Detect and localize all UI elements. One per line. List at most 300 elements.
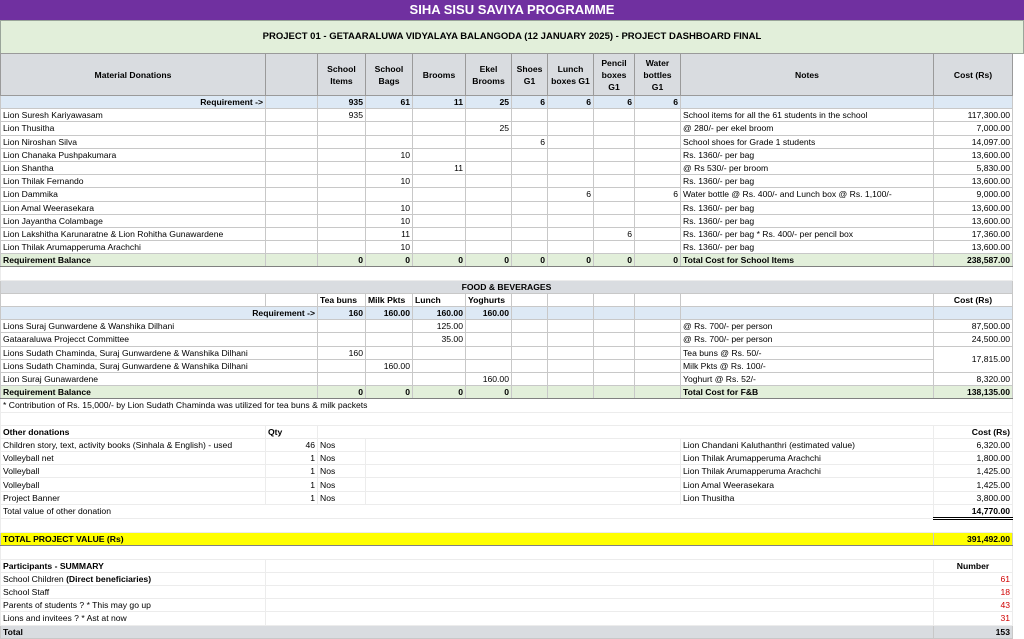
- cost: 117,300.00: [934, 109, 1013, 122]
- project-total-row: [1, 533, 1013, 546]
- section-title: FOOD & BEVERAGES: [1, 280, 1013, 293]
- quantity: [366, 320, 413, 333]
- cell: [635, 333, 681, 346]
- quantity: [466, 320, 512, 333]
- project-total-value: 391,492.00: [934, 533, 1013, 546]
- spacer-row: [1, 546, 1013, 559]
- quantity: 160: [318, 346, 366, 359]
- cost: 13,600.00: [934, 175, 1013, 188]
- food-row: [1, 372, 1013, 385]
- quantity: [318, 122, 366, 135]
- cell: [548, 386, 594, 399]
- column-header: Number: [934, 559, 1013, 572]
- quantity: [413, 372, 466, 385]
- quantity: [512, 188, 548, 201]
- total-label: Total: [1, 625, 934, 638]
- note: School shoes for Grade 1 students: [681, 135, 934, 148]
- cell: [266, 559, 934, 572]
- quantity: [413, 201, 466, 214]
- cost: 8,320.00: [934, 372, 1013, 385]
- balance-label: Requirement Balance: [1, 386, 318, 399]
- cell: [366, 491, 681, 504]
- quantity: [413, 175, 466, 188]
- requirement-value: 160.00: [366, 307, 413, 320]
- spacer: [1, 519, 1013, 533]
- quantity: [512, 241, 548, 254]
- quantity: [366, 333, 413, 346]
- quantity: [318, 201, 366, 214]
- participant-label: School Staff: [1, 585, 266, 598]
- quantity: [594, 109, 635, 122]
- quantity: [413, 359, 466, 372]
- quantity: [466, 201, 512, 214]
- quantity: [594, 148, 635, 161]
- column-header: [266, 54, 318, 96]
- cell: [548, 293, 594, 306]
- quantity: [594, 175, 635, 188]
- donation-row: [1, 201, 1013, 214]
- column-header: Water bottles G1: [635, 54, 681, 96]
- column-header: Lunch: [413, 293, 466, 306]
- quantity: [366, 122, 413, 135]
- quantity: [512, 161, 548, 174]
- cell: [548, 307, 594, 320]
- donor-name: Lion Dammika: [1, 188, 266, 201]
- cell: [512, 359, 548, 372]
- donation-row: [1, 161, 1013, 174]
- cell: [266, 585, 934, 598]
- quantity: [318, 161, 366, 174]
- item-name: Volleyball net: [1, 452, 266, 465]
- unit: Nos: [318, 491, 366, 504]
- quantity: [318, 359, 366, 372]
- requirement-value: 160.00: [466, 307, 512, 320]
- cell: [681, 307, 934, 320]
- other-row: [1, 438, 1013, 451]
- note: @ Rs 530/- per broom: [681, 161, 934, 174]
- column-header: Yoghurts: [466, 293, 512, 306]
- item-name: Project Banner: [1, 491, 266, 504]
- quantity: [366, 109, 413, 122]
- donor-name: Lion Chanaka Pushpakumara: [1, 148, 266, 161]
- footnote-row: [1, 399, 1013, 412]
- quantity: 935: [318, 109, 366, 122]
- quantity: [594, 161, 635, 174]
- quantity: [318, 214, 366, 227]
- cost: 9,000.00: [934, 188, 1013, 201]
- balance-label: Requirement Balance: [1, 254, 266, 267]
- quantity: [318, 188, 366, 201]
- spacer: [1, 267, 1013, 280]
- quantity: 1: [266, 465, 318, 478]
- quantity: [466, 135, 512, 148]
- quantity: [466, 161, 512, 174]
- cell: [512, 293, 548, 306]
- other-row: [1, 478, 1013, 491]
- quantity: [318, 241, 366, 254]
- quantity: [466, 227, 512, 240]
- quantity: [512, 227, 548, 240]
- cell: [548, 320, 594, 333]
- quantity: [318, 175, 366, 188]
- quantity: [548, 135, 594, 148]
- quantity: [466, 359, 512, 372]
- requirement-value: 61: [366, 96, 413, 109]
- dashboard-sheet: [0, 53, 1013, 639]
- requirement-value: [266, 96, 318, 109]
- quantity: 35.00: [413, 333, 466, 346]
- quantity: 1: [266, 452, 318, 465]
- donor-name: Lion Thilak Arumapperuma Arachchi: [681, 465, 934, 478]
- quantity: [635, 109, 681, 122]
- column-header: [266, 293, 318, 306]
- quantity: [266, 122, 318, 135]
- food-row: [1, 320, 1013, 333]
- cell: [548, 359, 594, 372]
- other-row: [1, 465, 1013, 478]
- quantity: [318, 372, 366, 385]
- note: Rs. 1360/- per bag: [681, 214, 934, 227]
- cell: [366, 478, 681, 491]
- cell: [594, 320, 635, 333]
- total-label: Total value of other donation: [1, 504, 934, 518]
- quantity: [466, 188, 512, 201]
- quantity: [635, 135, 681, 148]
- requirement-value: 935: [318, 96, 366, 109]
- quantity: 1: [266, 478, 318, 491]
- other-total-row: [1, 504, 1013, 518]
- quantity: 10: [366, 214, 413, 227]
- requirement-value: 25: [466, 96, 512, 109]
- cell: [266, 572, 934, 585]
- donation-row: [1, 122, 1013, 135]
- food-header-row: [1, 293, 1013, 306]
- participant-count: 43: [934, 599, 1013, 612]
- cost: 1,800.00: [934, 452, 1013, 465]
- participant-label: Lions and invitees ? * Ast at now: [1, 612, 266, 625]
- quantity: [413, 241, 466, 254]
- quantity: [318, 148, 366, 161]
- requirement-value: 160.00: [413, 307, 466, 320]
- participants-header-row: [1, 559, 1013, 572]
- balance-value: 138,135.00: [934, 386, 1013, 399]
- cell: [635, 372, 681, 385]
- note: School items for all the 61 students in the school: [681, 109, 934, 122]
- material-header-row: [1, 54, 1013, 96]
- quantity: 6: [512, 135, 548, 148]
- column-header: Qty: [266, 425, 318, 438]
- requirement-label: Requirement ->: [1, 96, 266, 109]
- cell: [266, 599, 934, 612]
- balance-value: 0: [548, 254, 594, 267]
- participant-label: Parents of students ? * This may go up: [1, 599, 266, 612]
- cost: 14,097.00: [934, 135, 1013, 148]
- balance-label: Total Cost for F&B: [681, 386, 934, 399]
- item-name: Volleyball: [1, 478, 266, 491]
- balance-value: 0: [594, 254, 635, 267]
- cell: [512, 372, 548, 385]
- quantity: [466, 109, 512, 122]
- quantity: [466, 241, 512, 254]
- participants-total-row: [1, 625, 1013, 638]
- quantity: [594, 241, 635, 254]
- donation-row: [1, 241, 1013, 254]
- unit: Nos: [318, 478, 366, 491]
- donor-name: Lion Thusitha: [681, 491, 934, 504]
- quantity: [266, 135, 318, 148]
- cell: [594, 333, 635, 346]
- quantity: 6: [594, 227, 635, 240]
- column-header: Material Donations: [1, 54, 266, 96]
- donation-row: [1, 135, 1013, 148]
- donation-row: [1, 214, 1013, 227]
- quantity: [413, 227, 466, 240]
- cell: [512, 333, 548, 346]
- quantity: 6: [548, 188, 594, 201]
- food-row: [1, 333, 1013, 346]
- donation-row: [1, 188, 1013, 201]
- donor-name: Lion Thusitha: [1, 122, 266, 135]
- quantity: [266, 241, 318, 254]
- balance-value: 0: [466, 386, 512, 399]
- quantity: [266, 214, 318, 227]
- requirement-value: [681, 96, 934, 109]
- donor-name: Lion Amal Weerasekara: [1, 201, 266, 214]
- quantity: [266, 161, 318, 174]
- note: @ Rs. 700/- per person: [681, 333, 934, 346]
- material-requirement-row: [1, 96, 1013, 109]
- quantity: [466, 333, 512, 346]
- quantity: [366, 188, 413, 201]
- column-header: Ekel Brooms: [466, 54, 512, 96]
- quantity: 11: [413, 161, 466, 174]
- quantity: [266, 148, 318, 161]
- note: Rs. 1360/- per bag: [681, 241, 934, 254]
- cell: [594, 386, 635, 399]
- note: Rs. 1360/- per bag * Rs. 400/- per pencil box: [681, 227, 934, 240]
- donor-name: Lion Thilak Fernando: [1, 175, 266, 188]
- note: Milk Pkts @ Rs. 100/-: [681, 359, 934, 372]
- quantity: [413, 109, 466, 122]
- quantity: [635, 161, 681, 174]
- donor-name: Lion Thilak Arumapperuma Arachchi: [1, 241, 266, 254]
- cell: [594, 293, 635, 306]
- cell: [512, 307, 548, 320]
- balance-value: 0: [413, 254, 466, 267]
- column-header: Brooms: [413, 54, 466, 96]
- section-title: Participants - SUMMARY: [1, 559, 266, 572]
- quantity: [266, 227, 318, 240]
- cost: 24,500.00: [934, 333, 1013, 346]
- quantity: [413, 122, 466, 135]
- requirement-value: 160: [318, 307, 366, 320]
- donor-name: Lion Jayantha Colambage: [1, 214, 266, 227]
- participant-count: 18: [934, 585, 1013, 598]
- section-title: Other donations: [1, 425, 266, 438]
- cost: 17,815.00: [934, 346, 1013, 372]
- project-total-label: TOTAL PROJECT VALUE (Rs): [1, 533, 934, 546]
- quantity: [594, 201, 635, 214]
- food-balance-row: [1, 386, 1013, 399]
- quantity: [548, 148, 594, 161]
- balance-value: 0: [466, 254, 512, 267]
- balance-value: 238,587.00: [934, 254, 1013, 267]
- balance-value: 0: [318, 254, 366, 267]
- quantity: [594, 188, 635, 201]
- cell: [635, 346, 681, 359]
- cell: [366, 452, 681, 465]
- cost: 3,800.00: [934, 491, 1013, 504]
- requirement-value: 6: [635, 96, 681, 109]
- quantity: [318, 333, 366, 346]
- quantity: [366, 135, 413, 148]
- participant-count: 61: [934, 572, 1013, 585]
- cell: [366, 438, 681, 451]
- unit: Nos: [318, 452, 366, 465]
- sheet-subtitle: PROJECT 01 - GETAARALUWA VIDYALAYA BALANGODA (12 JANUARY 2025) - PROJECT DASHBOARD FINAL: [0, 20, 1024, 54]
- quantity: [266, 201, 318, 214]
- item-name: Volleyball: [1, 465, 266, 478]
- column-header: Lunch boxes G1: [548, 54, 594, 96]
- requirement-value: 6: [548, 96, 594, 109]
- other-header-row: [1, 425, 1013, 438]
- cost: 1,425.00: [934, 465, 1013, 478]
- quantity: [466, 346, 512, 359]
- quantity: 10: [366, 201, 413, 214]
- quantity: 25: [466, 122, 512, 135]
- quantity: 1: [266, 491, 318, 504]
- quantity: [413, 188, 466, 201]
- quantity: [318, 227, 366, 240]
- cell: [635, 386, 681, 399]
- quantity: [548, 201, 594, 214]
- balance-value: 0: [635, 254, 681, 267]
- donor-name: Lion Suraj Gunawardene: [1, 372, 318, 385]
- quantity: [266, 175, 318, 188]
- spacer-row: [1, 412, 1013, 425]
- quantity: [318, 320, 366, 333]
- donor-name: Lion Thilak Arumapperuma Arachchi: [681, 452, 934, 465]
- cell: [635, 307, 681, 320]
- donor-name: Lion Lakshitha Karunaratne & Lion Rohitha Gunawardene: [1, 227, 266, 240]
- cost: 7,000.00: [934, 122, 1013, 135]
- cell: [366, 465, 681, 478]
- quantity: [512, 214, 548, 227]
- quantity: [512, 109, 548, 122]
- quantity: 10: [366, 175, 413, 188]
- cell: [594, 307, 635, 320]
- quantity: 160.00: [466, 372, 512, 385]
- cell: [635, 320, 681, 333]
- food-requirement-row: [1, 307, 1013, 320]
- quantity: [266, 188, 318, 201]
- quantity: [594, 214, 635, 227]
- cost: 1,425.00: [934, 478, 1013, 491]
- participant-label: School Children (Direct beneficiaries): [1, 572, 266, 585]
- quantity: [512, 175, 548, 188]
- note: Rs. 1360/- per bag: [681, 175, 934, 188]
- participant-row: [1, 599, 1013, 612]
- quantity: [413, 346, 466, 359]
- quantity: [548, 161, 594, 174]
- quantity: [635, 214, 681, 227]
- quantity: [594, 135, 635, 148]
- cost: 5,830.00: [934, 161, 1013, 174]
- quantity: [635, 241, 681, 254]
- balance-value: 0: [366, 254, 413, 267]
- column-header: [1, 293, 266, 306]
- quantity: [548, 122, 594, 135]
- participant-count: 31: [934, 612, 1013, 625]
- column-header: Cost (Rs): [934, 293, 1013, 306]
- requirement-value: 6: [512, 96, 548, 109]
- quantity: 10: [366, 241, 413, 254]
- participant-row: [1, 572, 1013, 585]
- quantity: [512, 122, 548, 135]
- quantity: 6: [635, 188, 681, 201]
- column-header: Cost (Rs): [934, 54, 1013, 96]
- quantity: 46: [266, 438, 318, 451]
- donor-name: Lion Suresh Kariyawasam: [1, 109, 266, 122]
- note: @ 280/- per ekel broom: [681, 122, 934, 135]
- quantity: [466, 214, 512, 227]
- balance-value: 0: [318, 386, 366, 399]
- cost: 13,600.00: [934, 214, 1013, 227]
- cell: [512, 386, 548, 399]
- donor-name: Lion Amal Weerasekara: [681, 478, 934, 491]
- quantity: [635, 201, 681, 214]
- quantity: [512, 201, 548, 214]
- donor-name: Gataaraluwa Projecct Committee: [1, 333, 318, 346]
- cost: 13,600.00: [934, 148, 1013, 161]
- unit: Nos: [318, 438, 366, 451]
- donor-name: Lions Sudath Chaminda, Suraj Gunwardene & Wanshika Dilhani: [1, 346, 318, 359]
- cell: [681, 293, 934, 306]
- total-value: 14,770.00: [934, 504, 1013, 518]
- food-row: [1, 346, 1013, 359]
- sheet-title: SIHA SISU SAVIYA PROGRAMME: [0, 0, 1024, 20]
- quantity: [548, 214, 594, 227]
- quantity: [548, 227, 594, 240]
- donation-row: [1, 148, 1013, 161]
- quantity: [548, 241, 594, 254]
- donation-row: [1, 175, 1013, 188]
- requirement-value: 6: [594, 96, 635, 109]
- cell: [512, 346, 548, 359]
- note: Rs. 1360/- per bag: [681, 148, 934, 161]
- column-header: Pencil boxes G1: [594, 54, 635, 96]
- food-section-row: [1, 280, 1013, 293]
- donor-name: Lion Shantha: [1, 161, 266, 174]
- quantity: 11: [366, 227, 413, 240]
- requirement-value: 11: [413, 96, 466, 109]
- spacer: [1, 412, 1013, 425]
- donor-name: Lion Chandani Kaluthanthri (estimated value): [681, 438, 934, 451]
- unit: Nos: [318, 465, 366, 478]
- quantity: [548, 109, 594, 122]
- spacer-row: [1, 267, 1013, 280]
- quantity: [413, 135, 466, 148]
- food-row: [1, 359, 1013, 372]
- quantity: [635, 122, 681, 135]
- quantity: [466, 175, 512, 188]
- quantity: [594, 122, 635, 135]
- donation-row: [1, 109, 1013, 122]
- cost: 13,600.00: [934, 241, 1013, 254]
- footnote: * Contribution of Rs. 15,000/- by Lion Sudath Chaminda was utilized for tea buns & milk packets: [1, 399, 1013, 412]
- item-name: Children story, text, activity books (Sinhala & English) - used: [1, 438, 266, 451]
- quantity: [635, 227, 681, 240]
